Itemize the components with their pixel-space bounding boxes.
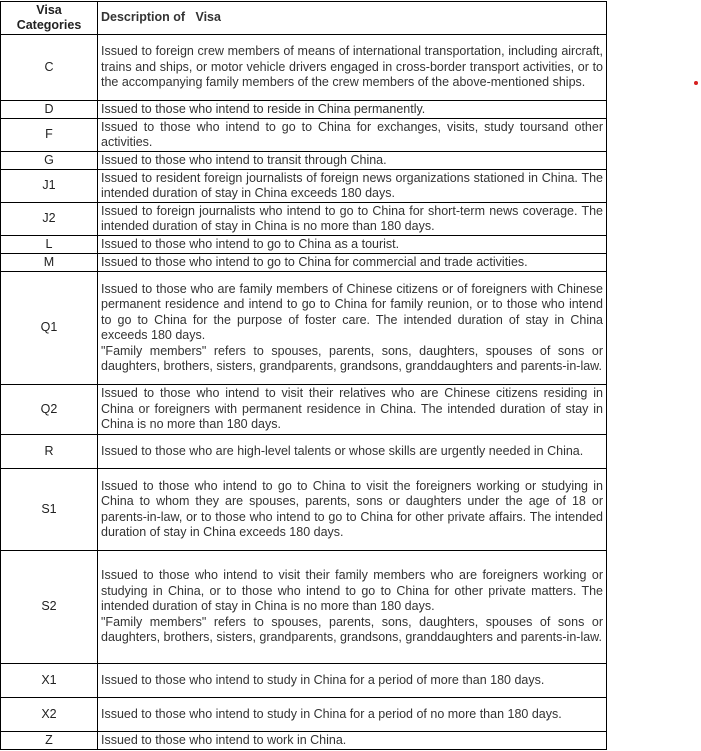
visa-category-cell: Q2: [1, 385, 98, 435]
visa-category-cell: S1: [1, 469, 98, 551]
visa-category-cell: R: [1, 435, 98, 469]
red-dot-marker: [694, 81, 698, 85]
visa-description-cell: [98, 664, 607, 698]
visa-description-cell: [98, 732, 607, 750]
visa-category-cell: L: [1, 236, 98, 254]
table-row: [1, 732, 607, 750]
table-row: [1, 152, 607, 170]
description-text: Issued to those who intend to reside in China permanently.: [101, 101, 426, 116]
visa-category-cell: C: [1, 35, 98, 101]
table-row: [1, 119, 607, 152]
table-row: [1, 551, 607, 664]
visa-description-cell: [98, 272, 607, 385]
visa-description-cell: [98, 469, 607, 551]
header-description: Description of Visa: [98, 2, 607, 35]
table-row: [1, 254, 607, 272]
visa-description-cell: [98, 254, 607, 272]
family-members-note: "Family members" refers to spouses, parents, sons, daughters, spouses of sons or daughters, brothers, sisters, grandparents, grandsons, granddaughters and parents-in-law.: [101, 343, 603, 373]
table-row: [1, 101, 607, 119]
visa-description-cell: [98, 101, 607, 119]
visa-description-cell: [98, 236, 607, 254]
table-row: [1, 698, 607, 732]
description-text: Issued to foreign journalists who intend to go to China for short-term news coverage. The intended duration of stay in China is no more than 180 days.: [101, 203, 603, 233]
visa-category-cell: Z: [1, 732, 98, 750]
description-text: Issued to those who intend to transit through China.: [101, 152, 387, 167]
description-text: Issued to those who intend to visit their family members who are foreigners working or studying in China, or to those who intend to go to China for other private matters. The intended duration of stay in China is no more than 180 days.: [101, 568, 603, 614]
visa-description-cell: [98, 170, 607, 203]
visa-category-cell: F: [1, 119, 98, 152]
description-text: Issued to foreign crew members of means of international transportation, including aircraft, trains and ships, or motor vehicle drivers engaged in cross-border transport activities, or to the accompanying family members of the crew members of the above-mentioned ships.: [101, 44, 603, 90]
visa-description-cell: [98, 698, 607, 732]
description-text: Issued to those who intend to study in China for a period of no more than 180 days.: [101, 706, 562, 721]
visa-description-cell: [98, 551, 607, 664]
table-header-row: [1, 2, 607, 35]
description-text: Issued to those who are family members of Chinese citizens or of foreigners with Chinese permanent residence and intend to go to China for family reunion, or to those who intend to go to China for the purpose of foster care. The intended duration of stay in China exceeds 180 days.: [101, 281, 603, 342]
visa-category-cell: X1: [1, 664, 98, 698]
table-row: [1, 272, 607, 385]
visa-category-cell: X2: [1, 698, 98, 732]
table-row: [1, 35, 607, 101]
table-row: [1, 385, 607, 435]
visa-description-cell: [98, 435, 607, 469]
visa-category-cell: G: [1, 152, 98, 170]
visa-category-cell: Q1: [1, 272, 98, 385]
visa-category-cell: J2: [1, 203, 98, 236]
description-text: Issued to those who intend to study in China for a period of more than 180 days.: [101, 672, 545, 687]
table-row: [1, 203, 607, 236]
family-members-note: "Family members" refers to spouses, parents, sons, daughters, spouses of sons or daughters, brothers, sisters, grandparents, grandsons, granddaughters and parents-in-law.: [101, 614, 603, 645]
description-text: Issued to those who intend to visit their relatives who are Chinese citizens residing in China or foreigners with permanent residence in China. The intended duration of stay in China is no more than 180 days.: [101, 386, 603, 432]
visa-description-cell: [98, 203, 607, 236]
table-row: [1, 236, 607, 254]
table-row: [1, 435, 607, 469]
description-text: Issued to those who are high-level talents or whose skills are urgently needed in China.: [101, 443, 584, 458]
visa-category-cell: J1: [1, 170, 98, 203]
table-row: [1, 170, 607, 203]
description-text: Issued to resident foreign journalists of foreign news organizations stationed in China. The intended duration of stay in China exceeds 180 days.: [101, 170, 603, 200]
visa-category-cell: S2: [1, 551, 98, 664]
visa-description-cell: [98, 119, 607, 152]
description-text: Issued to those who intend to go to China for commercial and trade activities.: [101, 254, 528, 269]
visa-category-cell: M: [1, 254, 98, 272]
header-visa-categories: Visa Categories: [1, 2, 98, 35]
visa-table: [0, 1, 607, 750]
visa-description-cell: [98, 35, 607, 101]
description-text: Issued to those who intend to work in China.: [101, 732, 347, 747]
table-row: [1, 469, 607, 551]
visa-description-cell: [98, 152, 607, 170]
table-row: [1, 664, 607, 698]
description-text: Issued to those who intend to go to China to visit the foreigners working or studying in China to whom they are spouses, parents, sons or daughters under the age of 18 or parents-in-law, or to those who intend to go to China for other private affairs. The intended duration of stay in China exceeds 180 days.: [101, 478, 603, 539]
visa-description-cell: [98, 385, 607, 435]
visa-category-cell: D: [1, 101, 98, 119]
description-text: Issued to those who intend to go to China as a tourist.: [101, 236, 400, 251]
description-text: Issued to those who intend to go to China for exchanges, visits, study toursand other activities.: [101, 119, 603, 149]
